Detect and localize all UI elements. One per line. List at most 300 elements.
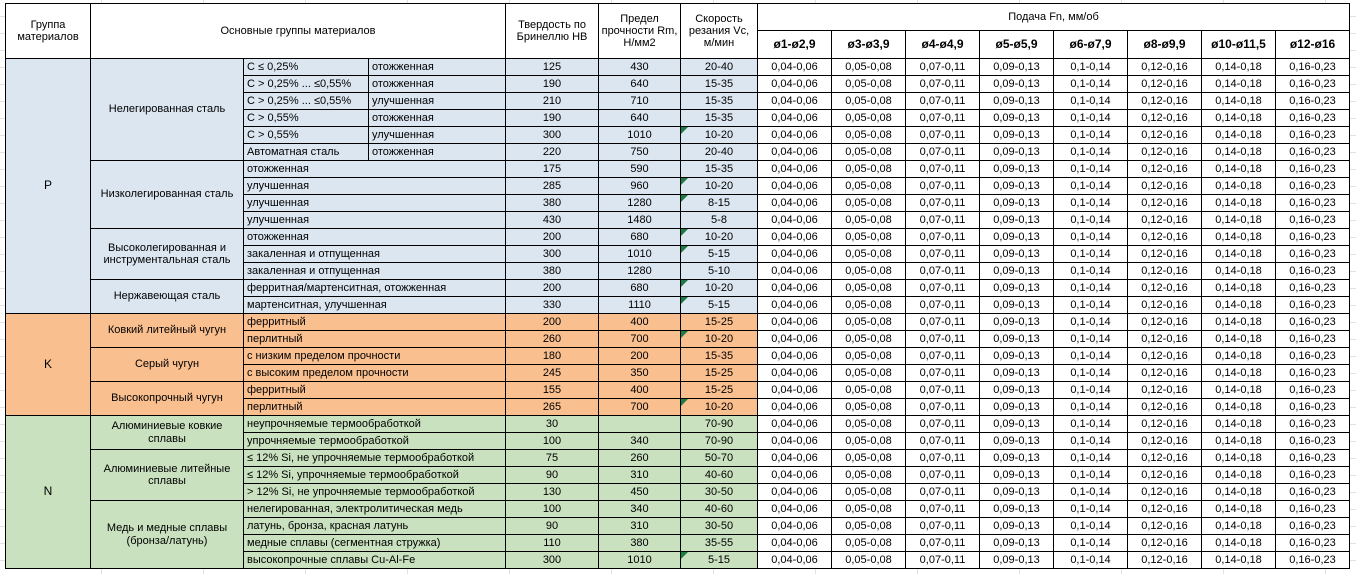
strength-rm-cell[interactable]: 640 <box>599 76 681 93</box>
cutting-speed-vc-cell[interactable]: 15-25 <box>681 382 758 399</box>
feed-value-cell[interactable]: 0,05-0,08 <box>832 314 906 331</box>
feed-value-cell[interactable]: 0,1-0,14 <box>1054 433 1128 450</box>
feed-value-cell[interactable]: 0,04-0,06 <box>758 178 832 195</box>
sub-material-cell[interactable]: медные сплавы (сегментная стружка) <box>244 535 506 552</box>
feed-value-cell[interactable]: 0,07-0,11 <box>906 144 980 161</box>
feed-value-cell[interactable]: 0,16-0,23 <box>1276 416 1350 433</box>
strength-rm-cell[interactable]: 680 <box>599 229 681 246</box>
hardness-hb-cell[interactable]: 200 <box>506 229 599 246</box>
feed-value-cell[interactable]: 0,14-0,18 <box>1202 535 1276 552</box>
cutting-speed-vc-cell[interactable]: 15-35 <box>681 110 758 127</box>
feed-value-cell[interactable]: 0,09-0,13 <box>980 246 1054 263</box>
feed-value-cell[interactable]: 0,12-0,16 <box>1128 195 1202 212</box>
feed-value-cell[interactable]: 0,05-0,08 <box>832 365 906 382</box>
feed-value-cell[interactable]: 0,05-0,08 <box>832 535 906 552</box>
sub-material-cell[interactable]: ферритный <box>244 382 506 399</box>
feed-value-cell[interactable]: 0,05-0,08 <box>832 76 906 93</box>
feed-value-cell[interactable]: 0,09-0,13 <box>980 93 1054 110</box>
sub-material-cell[interactable]: улучшенная <box>244 178 506 195</box>
feed-value-cell[interactable]: 0,07-0,11 <box>906 501 980 518</box>
material-group-name-cell[interactable]: Ковкий литейный чугун <box>91 314 244 348</box>
condition-cell[interactable]: улучшенная <box>369 93 506 110</box>
feed-value-cell[interactable]: 0,16-0,23 <box>1276 144 1350 161</box>
feed-value-cell[interactable]: 0,14-0,18 <box>1202 365 1276 382</box>
sub-material-cell[interactable]: закаленная и отпущенная <box>244 263 506 280</box>
feed-value-cell[interactable]: 0,04-0,06 <box>758 110 832 127</box>
hardness-hb-cell[interactable]: 90 <box>506 467 599 484</box>
feed-value-cell[interactable]: 0,05-0,08 <box>832 93 906 110</box>
feed-value-cell[interactable]: 0,16-0,23 <box>1276 59 1350 76</box>
feed-value-cell[interactable]: 0,09-0,13 <box>980 416 1054 433</box>
feed-value-cell[interactable]: 0,14-0,18 <box>1202 229 1276 246</box>
feed-value-cell[interactable]: 0,16-0,23 <box>1276 93 1350 110</box>
feed-value-cell[interactable]: 0,09-0,13 <box>980 501 1054 518</box>
strength-rm-cell[interactable]: 1280 <box>599 263 681 280</box>
sub-material-cell[interactable]: улучшенная <box>244 212 506 229</box>
header-feed[interactable]: Подача Fn, мм/об <box>758 4 1350 31</box>
strength-rm-cell[interactable]: 750 <box>599 144 681 161</box>
feed-value-cell[interactable]: 0,12-0,16 <box>1128 416 1202 433</box>
feed-value-cell[interactable]: 0,07-0,11 <box>906 433 980 450</box>
header-strength[interactable]: Предел прочности Rm, Н/мм2 <box>599 4 681 59</box>
condition-cell[interactable]: отожженная <box>369 110 506 127</box>
cutting-speed-vc-cell[interactable]: 40-60 <box>681 501 758 518</box>
feed-value-cell[interactable]: 0,12-0,16 <box>1128 331 1202 348</box>
header-diameter-3[interactable]: ø4-ø4,9 <box>906 31 980 59</box>
header-diameter-7[interactable]: ø10-ø11,5 <box>1202 31 1276 59</box>
feed-value-cell[interactable]: 0,14-0,18 <box>1202 484 1276 501</box>
feed-value-cell[interactable]: 0,04-0,06 <box>758 280 832 297</box>
cutting-speed-vc-cell[interactable]: 30-50 <box>681 518 758 535</box>
feed-value-cell[interactable]: 0,1-0,14 <box>1054 535 1128 552</box>
feed-value-cell[interactable]: 0,09-0,13 <box>980 144 1054 161</box>
feed-value-cell[interactable]: 0,05-0,08 <box>832 467 906 484</box>
feed-value-cell[interactable]: 0,16-0,23 <box>1276 382 1350 399</box>
feed-value-cell[interactable]: 0,07-0,11 <box>906 331 980 348</box>
feed-value-cell[interactable]: 0,04-0,06 <box>758 535 832 552</box>
feed-value-cell[interactable]: 0,12-0,16 <box>1128 93 1202 110</box>
feed-value-cell[interactable]: 0,16-0,23 <box>1276 433 1350 450</box>
feed-value-cell[interactable]: 0,05-0,08 <box>832 127 906 144</box>
feed-value-cell[interactable]: 0,1-0,14 <box>1054 416 1128 433</box>
feed-value-cell[interactable]: 0,04-0,06 <box>758 212 832 229</box>
hardness-hb-cell[interactable]: 180 <box>506 348 599 365</box>
feed-value-cell[interactable]: 0,14-0,18 <box>1202 552 1276 569</box>
feed-value-cell[interactable]: 0,05-0,08 <box>832 178 906 195</box>
sub-material-cell[interactable]: Автоматная сталь <box>244 144 369 161</box>
feed-value-cell[interactable]: 0,12-0,16 <box>1128 161 1202 178</box>
sub-material-cell[interactable]: C ≤ 0,25% <box>244 59 369 76</box>
feed-value-cell[interactable]: 0,04-0,06 <box>758 348 832 365</box>
feed-value-cell[interactable]: 0,04-0,06 <box>758 433 832 450</box>
hardness-hb-cell[interactable]: 300 <box>506 246 599 263</box>
sub-material-cell[interactable]: ≤ 12% Si, не упрочняемые термообработкой <box>244 450 506 467</box>
feed-value-cell[interactable]: 0,12-0,16 <box>1128 365 1202 382</box>
feed-value-cell[interactable]: 0,14-0,18 <box>1202 195 1276 212</box>
feed-value-cell[interactable]: 0,07-0,11 <box>906 93 980 110</box>
feed-value-cell[interactable]: 0,04-0,06 <box>758 331 832 348</box>
feed-value-cell[interactable]: 0,07-0,11 <box>906 382 980 399</box>
feed-value-cell[interactable]: 0,05-0,08 <box>832 450 906 467</box>
feed-value-cell[interactable]: 0,07-0,11 <box>906 263 980 280</box>
feed-value-cell[interactable]: 0,14-0,18 <box>1202 280 1276 297</box>
condition-cell[interactable]: отожженная <box>369 59 506 76</box>
hardness-hb-cell[interactable]: 100 <box>506 501 599 518</box>
cutting-speed-vc-cell[interactable]: 5-15 <box>681 246 758 263</box>
feed-value-cell[interactable]: 0,05-0,08 <box>832 263 906 280</box>
feed-value-cell[interactable]: 0,04-0,06 <box>758 127 832 144</box>
header-diameter-8[interactable]: ø12-ø16 <box>1276 31 1350 59</box>
feed-value-cell[interactable]: 0,07-0,11 <box>906 76 980 93</box>
feed-value-cell[interactable]: 0,12-0,16 <box>1128 399 1202 416</box>
feed-value-cell[interactable]: 0,05-0,08 <box>832 195 906 212</box>
feed-value-cell[interactable]: 0,07-0,11 <box>906 195 980 212</box>
feed-value-cell[interactable]: 0,05-0,08 <box>832 212 906 229</box>
strength-rm-cell[interactable]: 960 <box>599 178 681 195</box>
feed-value-cell[interactable]: 0,16-0,23 <box>1276 314 1350 331</box>
strength-rm-cell[interactable]: 400 <box>599 382 681 399</box>
material-group-name-cell[interactable]: Высокопрочный чугун <box>91 382 244 416</box>
feed-value-cell[interactable]: 0,05-0,08 <box>832 297 906 314</box>
hardness-hb-cell[interactable]: 220 <box>506 144 599 161</box>
cutting-speed-vc-cell[interactable]: 10-20 <box>681 280 758 297</box>
feed-value-cell[interactable]: 0,16-0,23 <box>1276 229 1350 246</box>
feed-value-cell[interactable]: 0,09-0,13 <box>980 229 1054 246</box>
feed-value-cell[interactable]: 0,12-0,16 <box>1128 382 1202 399</box>
feed-value-cell[interactable]: 0,09-0,13 <box>980 382 1054 399</box>
feed-value-cell[interactable]: 0,12-0,16 <box>1128 433 1202 450</box>
feed-value-cell[interactable]: 0,07-0,11 <box>906 365 980 382</box>
feed-value-cell[interactable]: 0,07-0,11 <box>906 297 980 314</box>
feed-value-cell[interactable]: 0,09-0,13 <box>980 467 1054 484</box>
cutting-speed-vc-cell[interactable]: 15-35 <box>681 76 758 93</box>
sub-material-cell[interactable]: C > 0,25% ... ≤0,55% <box>244 76 369 93</box>
feed-value-cell[interactable]: 0,05-0,08 <box>832 433 906 450</box>
feed-value-cell[interactable]: 0,05-0,08 <box>832 280 906 297</box>
feed-value-cell[interactable]: 0,09-0,13 <box>980 450 1054 467</box>
feed-value-cell[interactable]: 0,16-0,23 <box>1276 161 1350 178</box>
hardness-hb-cell[interactable]: 200 <box>506 314 599 331</box>
feed-value-cell[interactable]: 0,09-0,13 <box>980 399 1054 416</box>
feed-value-cell[interactable]: 0,14-0,18 <box>1202 518 1276 535</box>
feed-value-cell[interactable]: 0,05-0,08 <box>832 161 906 178</box>
feed-value-cell[interactable]: 0,04-0,06 <box>758 76 832 93</box>
feed-value-cell[interactable]: 0,07-0,11 <box>906 178 980 195</box>
cutting-speed-vc-cell[interactable]: 8-15 <box>681 195 758 212</box>
feed-value-cell[interactable]: 0,04-0,06 <box>758 399 832 416</box>
feed-value-cell[interactable]: 0,04-0,06 <box>758 450 832 467</box>
feed-value-cell[interactable]: 0,07-0,11 <box>906 280 980 297</box>
feed-value-cell[interactable]: 0,14-0,18 <box>1202 76 1276 93</box>
cutting-speed-vc-cell[interactable]: 5-15 <box>681 552 758 569</box>
feed-value-cell[interactable]: 0,07-0,11 <box>906 212 980 229</box>
strength-rm-cell[interactable]: 310 <box>599 518 681 535</box>
feed-value-cell[interactable]: 0,14-0,18 <box>1202 212 1276 229</box>
cutting-speed-vc-cell[interactable]: 15-35 <box>681 348 758 365</box>
feed-value-cell[interactable]: 0,1-0,14 <box>1054 518 1128 535</box>
feed-value-cell[interactable]: 0,16-0,23 <box>1276 535 1350 552</box>
feed-value-cell[interactable]: 0,12-0,16 <box>1128 518 1202 535</box>
feed-value-cell[interactable]: 0,14-0,18 <box>1202 59 1276 76</box>
feed-value-cell[interactable]: 0,12-0,16 <box>1128 59 1202 76</box>
header-diameter-1[interactable]: ø1-ø2,9 <box>758 31 832 59</box>
hardness-hb-cell[interactable]: 155 <box>506 382 599 399</box>
material-group-name-cell[interactable]: Низколегированная сталь <box>91 161 244 229</box>
feed-value-cell[interactable]: 0,14-0,18 <box>1202 161 1276 178</box>
feed-value-cell[interactable]: 0,04-0,06 <box>758 416 832 433</box>
feed-value-cell[interactable]: 0,1-0,14 <box>1054 263 1128 280</box>
material-group-name-cell[interactable]: Серый чугун <box>91 348 244 382</box>
sub-material-cell[interactable]: перлитный <box>244 331 506 348</box>
strength-rm-cell[interactable]: 1010 <box>599 127 681 144</box>
sub-material-cell[interactable]: с низким пределом прочности <box>244 348 506 365</box>
sub-material-cell[interactable]: отожженная <box>244 161 506 178</box>
feed-value-cell[interactable]: 0,1-0,14 <box>1054 110 1128 127</box>
feed-value-cell[interactable]: 0,12-0,16 <box>1128 552 1202 569</box>
feed-value-cell[interactable]: 0,12-0,16 <box>1128 127 1202 144</box>
sub-material-cell[interactable]: высокопрочные сплавы Cu-Al-Fe <box>244 552 506 569</box>
hardness-hb-cell[interactable]: 110 <box>506 535 599 552</box>
feed-value-cell[interactable]: 0,05-0,08 <box>832 501 906 518</box>
feed-value-cell[interactable]: 0,16-0,23 <box>1276 399 1350 416</box>
feed-value-cell[interactable]: 0,12-0,16 <box>1128 76 1202 93</box>
hardness-hb-cell[interactable]: 380 <box>506 263 599 280</box>
feed-value-cell[interactable]: 0,12-0,16 <box>1128 348 1202 365</box>
cutting-speed-vc-cell[interactable]: 10-20 <box>681 178 758 195</box>
feed-value-cell[interactable]: 0,07-0,11 <box>906 518 980 535</box>
feed-value-cell[interactable]: 0,05-0,08 <box>832 246 906 263</box>
feed-value-cell[interactable]: 0,1-0,14 <box>1054 195 1128 212</box>
header-diameter-2[interactable]: ø3-ø3,9 <box>832 31 906 59</box>
feed-value-cell[interactable]: 0,1-0,14 <box>1054 331 1128 348</box>
feed-value-cell[interactable]: 0,09-0,13 <box>980 76 1054 93</box>
feed-value-cell[interactable]: 0,1-0,14 <box>1054 314 1128 331</box>
feed-value-cell[interactable]: 0,12-0,16 <box>1128 246 1202 263</box>
sub-material-cell[interactable]: нелегированная, электролитическая медь <box>244 501 506 518</box>
feed-value-cell[interactable]: 0,07-0,11 <box>906 127 980 144</box>
hardness-hb-cell[interactable]: 75 <box>506 450 599 467</box>
sub-material-cell[interactable]: ферритный <box>244 314 506 331</box>
hardness-hb-cell[interactable]: 300 <box>506 552 599 569</box>
feed-value-cell[interactable]: 0,07-0,11 <box>906 229 980 246</box>
feed-value-cell[interactable]: 0,09-0,13 <box>980 127 1054 144</box>
feed-value-cell[interactable]: 0,1-0,14 <box>1054 348 1128 365</box>
header-cutting-speed[interactable]: Скорость резания Vc, м/мин <box>681 4 758 59</box>
strength-rm-cell[interactable]: 1010 <box>599 552 681 569</box>
feed-value-cell[interactable]: 0,05-0,08 <box>832 229 906 246</box>
feed-value-cell[interactable]: 0,05-0,08 <box>832 348 906 365</box>
hardness-hb-cell[interactable]: 125 <box>506 59 599 76</box>
feed-value-cell[interactable]: 0,09-0,13 <box>980 280 1054 297</box>
feed-value-cell[interactable]: 0,1-0,14 <box>1054 178 1128 195</box>
feed-value-cell[interactable]: 0,04-0,06 <box>758 314 832 331</box>
feed-value-cell[interactable]: 0,05-0,08 <box>832 484 906 501</box>
header-material-group[interactable]: Группа материалов <box>6 4 91 59</box>
feed-value-cell[interactable]: 0,09-0,13 <box>980 365 1054 382</box>
header-diameter-6[interactable]: ø8-ø9,9 <box>1128 31 1202 59</box>
sub-material-cell[interactable]: мартенситная, улучшенная <box>244 297 506 314</box>
feed-value-cell[interactable]: 0,04-0,06 <box>758 229 832 246</box>
hardness-hb-cell[interactable]: 330 <box>506 297 599 314</box>
feed-value-cell[interactable]: 0,07-0,11 <box>906 348 980 365</box>
feed-value-cell[interactable]: 0,09-0,13 <box>980 348 1054 365</box>
feed-value-cell[interactable]: 0,12-0,16 <box>1128 229 1202 246</box>
feed-value-cell[interactable]: 0,12-0,16 <box>1128 467 1202 484</box>
sub-material-cell[interactable]: C > 0,55% <box>244 127 369 144</box>
feed-value-cell[interactable]: 0,12-0,16 <box>1128 263 1202 280</box>
feed-value-cell[interactable]: 0,05-0,08 <box>832 416 906 433</box>
hardness-hb-cell[interactable]: 100 <box>506 433 599 450</box>
feed-value-cell[interactable]: 0,04-0,06 <box>758 501 832 518</box>
feed-value-cell[interactable]: 0,16-0,23 <box>1276 518 1350 535</box>
strength-rm-cell[interactable]: 400 <box>599 314 681 331</box>
cutting-speed-vc-cell[interactable]: 15-35 <box>681 161 758 178</box>
feed-value-cell[interactable]: 0,05-0,08 <box>832 59 906 76</box>
feed-value-cell[interactable]: 0,09-0,13 <box>980 518 1054 535</box>
strength-rm-cell[interactable]: 1110 <box>599 297 681 314</box>
feed-value-cell[interactable]: 0,12-0,16 <box>1128 110 1202 127</box>
feed-value-cell[interactable]: 0,1-0,14 <box>1054 76 1128 93</box>
feed-value-cell[interactable]: 0,14-0,18 <box>1202 178 1276 195</box>
feed-value-cell[interactable]: 0,1-0,14 <box>1054 399 1128 416</box>
cutting-speed-vc-cell[interactable]: 30-50 <box>681 484 758 501</box>
condition-cell[interactable]: улучшенная <box>369 127 506 144</box>
cutting-speed-vc-cell[interactable]: 40-60 <box>681 467 758 484</box>
feed-value-cell[interactable]: 0,12-0,16 <box>1128 178 1202 195</box>
feed-value-cell[interactable]: 0,07-0,11 <box>906 552 980 569</box>
feed-value-cell[interactable]: 0,04-0,06 <box>758 467 832 484</box>
feed-value-cell[interactable]: 0,07-0,11 <box>906 110 980 127</box>
strength-rm-cell[interactable]: 1480 <box>599 212 681 229</box>
feed-value-cell[interactable]: 0,07-0,11 <box>906 314 980 331</box>
feed-value-cell[interactable]: 0,14-0,18 <box>1202 416 1276 433</box>
sub-material-cell[interactable]: отожженная <box>244 229 506 246</box>
feed-value-cell[interactable]: 0,16-0,23 <box>1276 212 1350 229</box>
sub-material-cell[interactable]: закаленная и отпущенная <box>244 246 506 263</box>
feed-value-cell[interactable]: 0,12-0,16 <box>1128 314 1202 331</box>
hardness-hb-cell[interactable]: 260 <box>506 331 599 348</box>
feed-value-cell[interactable]: 0,04-0,06 <box>758 144 832 161</box>
group-code-cell[interactable]: P <box>6 59 91 314</box>
feed-value-cell[interactable]: 0,16-0,23 <box>1276 110 1350 127</box>
header-diameter-4[interactable]: ø5-ø5,9 <box>980 31 1054 59</box>
strength-rm-cell[interactable]: 310 <box>599 467 681 484</box>
feed-value-cell[interactable]: 0,16-0,23 <box>1276 467 1350 484</box>
feed-value-cell[interactable]: 0,09-0,13 <box>980 110 1054 127</box>
cutting-speed-vc-cell[interactable]: 70-90 <box>681 433 758 450</box>
feed-value-cell[interactable]: 0,07-0,11 <box>906 399 980 416</box>
hardness-hb-cell[interactable]: 380 <box>506 195 599 212</box>
feed-value-cell[interactable]: 0,04-0,06 <box>758 263 832 280</box>
strength-rm-cell[interactable]: 700 <box>599 399 681 416</box>
hardness-hb-cell[interactable]: 265 <box>506 399 599 416</box>
header-diameter-5[interactable]: ø6-ø7,9 <box>1054 31 1128 59</box>
feed-value-cell[interactable]: 0,16-0,23 <box>1276 450 1350 467</box>
cutting-speed-vc-cell[interactable]: 10-20 <box>681 229 758 246</box>
cutting-speed-vc-cell[interactable]: 5-15 <box>681 297 758 314</box>
material-group-name-cell[interactable]: Нелегированная сталь <box>91 59 244 161</box>
feed-value-cell[interactable]: 0,05-0,08 <box>832 399 906 416</box>
cutting-speed-vc-cell[interactable]: 20-40 <box>681 59 758 76</box>
feed-value-cell[interactable]: 0,05-0,08 <box>832 331 906 348</box>
strength-rm-cell[interactable]: 1010 <box>599 246 681 263</box>
sub-material-cell[interactable]: ферритная/мартенситная, отожженная <box>244 280 506 297</box>
feed-value-cell[interactable]: 0,04-0,06 <box>758 552 832 569</box>
feed-value-cell[interactable]: 0,14-0,18 <box>1202 433 1276 450</box>
feed-value-cell[interactable]: 0,16-0,23 <box>1276 484 1350 501</box>
feed-value-cell[interactable]: 0,1-0,14 <box>1054 246 1128 263</box>
feed-value-cell[interactable]: 0,14-0,18 <box>1202 297 1276 314</box>
feed-value-cell[interactable]: 0,09-0,13 <box>980 263 1054 280</box>
hardness-hb-cell[interactable]: 30 <box>506 416 599 433</box>
feed-value-cell[interactable]: 0,1-0,14 <box>1054 161 1128 178</box>
feed-value-cell[interactable]: 0,1-0,14 <box>1054 501 1128 518</box>
feed-value-cell[interactable]: 0,16-0,23 <box>1276 331 1350 348</box>
feed-value-cell[interactable]: 0,12-0,16 <box>1128 501 1202 518</box>
feed-value-cell[interactable]: 0,04-0,06 <box>758 161 832 178</box>
feed-value-cell[interactable]: 0,09-0,13 <box>980 484 1054 501</box>
feed-value-cell[interactable]: 0,16-0,23 <box>1276 501 1350 518</box>
feed-value-cell[interactable]: 0,16-0,23 <box>1276 552 1350 569</box>
header-hardness[interactable]: Твердость по Бринеллю HB <box>506 4 599 59</box>
feed-value-cell[interactable]: 0,12-0,16 <box>1128 144 1202 161</box>
feed-value-cell[interactable]: 0,14-0,18 <box>1202 450 1276 467</box>
sub-material-cell[interactable]: > 12% Si, не упрочняемые термообработкой <box>244 484 506 501</box>
feed-value-cell[interactable]: 0,14-0,18 <box>1202 246 1276 263</box>
group-code-cell[interactable]: N <box>6 416 91 569</box>
cutting-speed-vc-cell[interactable]: 20-40 <box>681 144 758 161</box>
feed-value-cell[interactable]: 0,09-0,13 <box>980 433 1054 450</box>
feed-value-cell[interactable]: 0,12-0,16 <box>1128 484 1202 501</box>
feed-value-cell[interactable]: 0,16-0,23 <box>1276 76 1350 93</box>
sub-material-cell[interactable]: неупрочняемые термообработкой <box>244 416 506 433</box>
feed-value-cell[interactable]: 0,07-0,11 <box>906 484 980 501</box>
feed-value-cell[interactable]: 0,1-0,14 <box>1054 212 1128 229</box>
strength-rm-cell[interactable]: 590 <box>599 161 681 178</box>
feed-value-cell[interactable]: 0,16-0,23 <box>1276 195 1350 212</box>
hardness-hb-cell[interactable]: 285 <box>506 178 599 195</box>
sub-material-cell[interactable]: перлитный <box>244 399 506 416</box>
feed-value-cell[interactable]: 0,14-0,18 <box>1202 110 1276 127</box>
feed-value-cell[interactable]: 0,07-0,11 <box>906 467 980 484</box>
feed-value-cell[interactable]: 0,04-0,06 <box>758 195 832 212</box>
material-group-name-cell[interactable]: Алюминиевые ковкие сплавы <box>91 416 244 450</box>
feed-value-cell[interactable]: 0,12-0,16 <box>1128 280 1202 297</box>
cutting-speed-vc-cell[interactable]: 15-35 <box>681 93 758 110</box>
feed-value-cell[interactable]: 0,09-0,13 <box>980 535 1054 552</box>
feed-value-cell[interactable]: 0,16-0,23 <box>1276 365 1350 382</box>
hardness-hb-cell[interactable]: 245 <box>506 365 599 382</box>
feed-value-cell[interactable]: 0,1-0,14 <box>1054 297 1128 314</box>
feed-value-cell[interactable]: 0,1-0,14 <box>1054 59 1128 76</box>
strength-rm-cell[interactable]: 680 <box>599 280 681 297</box>
material-group-name-cell[interactable]: Нержавеющая сталь <box>91 280 244 314</box>
feed-value-cell[interactable]: 0,07-0,11 <box>906 416 980 433</box>
feed-value-cell[interactable]: 0,1-0,14 <box>1054 467 1128 484</box>
feed-value-cell[interactable]: 0,1-0,14 <box>1054 93 1128 110</box>
feed-value-cell[interactable]: 0,14-0,18 <box>1202 467 1276 484</box>
feed-value-cell[interactable]: 0,1-0,14 <box>1054 280 1128 297</box>
feed-value-cell[interactable]: 0,14-0,18 <box>1202 331 1276 348</box>
feed-value-cell[interactable]: 0,16-0,23 <box>1276 246 1350 263</box>
header-main-groups[interactable]: Основные группы материалов <box>91 4 506 59</box>
sub-material-cell[interactable]: C > 0,25% ... ≤0,55% <box>244 93 369 110</box>
feed-value-cell[interactable]: 0,14-0,18 <box>1202 348 1276 365</box>
feed-value-cell[interactable]: 0,07-0,11 <box>906 161 980 178</box>
feed-value-cell[interactable]: 0,04-0,06 <box>758 484 832 501</box>
condition-cell[interactable]: отожженная <box>369 144 506 161</box>
feed-value-cell[interactable]: 0,05-0,08 <box>832 552 906 569</box>
